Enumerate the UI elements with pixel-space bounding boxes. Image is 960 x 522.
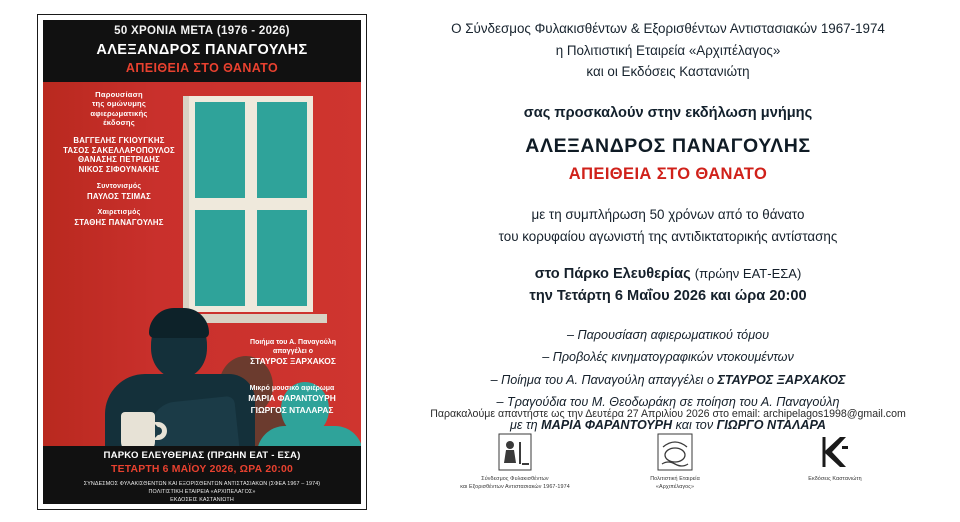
poster-honoree-name: ΑΛΕΞΑΝΔΡΟΣ ΠΑΝΑΓΟΥΛΗΣ [96, 42, 308, 58]
poster-presentation-line2: της ομώνυμης [91, 99, 147, 109]
organizers-block [392, 18, 944, 83]
venue-name: στο Πάρκο Ελευθερίας [534, 265, 691, 282]
poster-performer-1: ΜΑΡΙΑ ΦΑΡΑΝΤΟΥΡΗ [248, 393, 336, 404]
poster-music-label: Μικρό μουσικό αφιέρωμα [249, 385, 335, 392]
poster-greeting-label: Χαιρετισμός [97, 209, 141, 217]
poster-moderator-name: ΠΑΥΛΟΣ ΤΣΙΜΑΣ [87, 191, 151, 201]
poster-speaker-2: ΤΑΣΟΣ ΣΑΚΕΛΛΑΡΟΠΟΥΛΟΣ [63, 145, 175, 155]
poster-performer-2: ΓΙΩΡΓΟΣ ΝΤΑΛΑΡΑΣ [250, 404, 334, 415]
window-pane-top-right [257, 102, 307, 198]
poster-presentation-line4: έκδοσης [103, 118, 135, 128]
program-item [392, 369, 944, 391]
poster-left-text-column [49, 90, 189, 236]
window-pane-bottom-right [257, 210, 307, 306]
poster-speakers-block [49, 136, 189, 175]
poster-presentation-block [49, 90, 189, 128]
program-item: – Παρουσίαση αφιερωματικού τόμου [566, 327, 770, 342]
program-performer-1: ΜΑΡΙΑ ΦΑΡΑΝΤΟΥΡΗ [541, 417, 673, 432]
window-pane-top-left [195, 102, 245, 198]
poster-artwork [43, 82, 361, 450]
coffee-cup [121, 412, 155, 450]
program-item-text: με τη [510, 417, 542, 432]
poster-datetime: ΤΕΤΑΡΤΗ 6 ΜΑΪΟΥ 2026, ΩΡΑ 20:00 [111, 464, 293, 475]
poster-speaker-4: ΝΙΚΟΣ ΣΙΦΟΥΝΑΚΗΣ [78, 165, 160, 175]
poster-subtitle: ΑΠΕΙΘΕΙΑ ΣΤΟ ΘΑΝΑΤΟ [125, 61, 279, 75]
logo-block-archipelagos [600, 432, 750, 492]
logo-caption-kastaniotis [760, 475, 910, 483]
organizer-line-3: και οι Εκδόσεις Καστανιώτη [586, 64, 750, 80]
kastaniotis-logo-icon [760, 432, 910, 472]
logo-block-sfea [440, 432, 590, 492]
logo-caption-line-1: Εκδόσεις Καστανιώτη [808, 476, 862, 482]
poster-greeting-name: ΣΤΑΘΗΣ ΠΑΝΑΓΟΥΛΗΣ [74, 218, 164, 228]
program-item-text: – Ποίημα του Α. Παναγούλη απαγγέλει ο [490, 372, 718, 387]
poster-moderator-block [49, 183, 189, 201]
occasion-line-1: με τη συμπλήρωση 50 χρόνων από το θάνατο [531, 207, 805, 223]
program-reciter-name: ΣΤΑΥΡΟΣ ΞΑΡΧΑΚΟΣ [717, 372, 846, 387]
poster-poem-label: Ποιήμα του Α. Παναγούλη [250, 339, 336, 346]
poster-moderator-label: Συντονισμός [96, 182, 142, 190]
logo-caption-line-1: Πολιτιστική Εταιρεία [650, 476, 700, 482]
poster-greeting-block [49, 209, 189, 227]
poster-presentation-line3: αφιερωματικής [90, 108, 148, 118]
poster-recited-label: απαγγέλει ο [272, 348, 314, 356]
poster-inner [43, 20, 361, 504]
logos-row [440, 432, 910, 510]
window-pane-bottom-left [195, 210, 245, 306]
logo-caption-line-1: Σύνδεσμος Φυλακισθέντων [481, 476, 549, 482]
poster-speaker-3: ΘΑΝΑΣΗΣ ΠΕΤΡΙΔΗΣ [78, 155, 160, 165]
organizer-line-1: Ο Σύνδεσμος Φυλακισθέντων & Εξορισθέντων Αντιστασιακών 1967-1974 [451, 21, 885, 36]
program-item: – Τραγούδια του Μ. Θεοδωράκη σε ποίηση του Α. Παναγούλη [496, 395, 840, 410]
poster-credits [43, 480, 361, 504]
poster-credit-line-3: ΕΚΔΟΣΕΙΣ ΚΑΣΤΑΝΙΩΤΗ [170, 497, 234, 504]
honoree-name: ΑΛΕΞΑΝΔΡΟΣ ΠΑΝΑΓΟΥΛΗΣ [525, 135, 811, 158]
logo-caption-line-2: και Εξορισθέντων Αντιστασιακών 1967-1974 [460, 484, 570, 491]
venue-former-name: (πρώην ΕΑΤ-ΕΣΑ) [694, 265, 802, 281]
archipelagos-emblem-icon [600, 432, 750, 472]
poster-title-band [43, 20, 361, 82]
poster-venue: ΠΑΡΚΟ ΕΛΕΥΘΕΡΙΑΣ (ΠΡΩΗΝ ΕΑΤ - ΕΣΑ) [103, 450, 301, 461]
invitation-text [392, 18, 944, 436]
organizer-line-2: η Πολιτιστική Εταιρεία «Αρχιπέλαγος» [555, 42, 781, 58]
poster-presentation-line1: Παρουσίαση [95, 90, 143, 99]
logo-caption-archipelagos [600, 475, 750, 492]
honoree-subtitle: ΑΠΕΙΘΕΙΑ ΣΤΟ ΘΑΝΑΤΟ [568, 165, 768, 184]
poster-poem-block [233, 338, 353, 367]
poster-music-block [229, 384, 355, 416]
logo-caption-line-2: «Αρχιπέλαγος» [655, 484, 695, 491]
poster-footer [43, 446, 361, 504]
occasion-line-2: του κορυφαίου αγωνιστή της αντιδικτατορικής αντίστασης [498, 228, 838, 244]
poster-speaker-1: ΒΑΓΓΕΛΗΣ ΓΚΙΟΥΓΚΗΣ [73, 135, 165, 145]
program-item: – Προβολές κινηματογραφικών ντοκουμέντων [542, 350, 794, 365]
occasion-block [392, 204, 944, 247]
invitation-line: σας προσκαλούν στην εκδήλωση μνήμης [523, 105, 813, 122]
poster-credit-line-2: ΠΟΛΙΤΙΣΤΙΚΗ ΕΤΑΙΡΕΙΑ «ΑΡΧΙΠΕΛΑΓΟΣ» [148, 489, 256, 496]
window-illustration [189, 96, 313, 312]
event-datetime: την Τετάρτη 6 Μαΐου 2026 και ώρα 20:00 [529, 287, 807, 304]
venue-line [392, 266, 944, 282]
poster-anniversary-text: 50 ΧΡΟΝΙΑ ΜΕΤΑ (1976 - 2026) [114, 25, 290, 37]
rsvp-note: Παρακαλούμε απαντήστε ως την Δευτέρα 27 Απριλίου 2026 στο email: archipelagos1998@gmail.com [430, 408, 906, 420]
poster-credit-line-1: ΣΥΝΔΕΣΜΟΣ ΦΥΛΑΚΙΣΘΕΝΤΩΝ ΚΑΙ ΕΞΟΡΙΣΘΕΝΤΩΝ ΑΝΤΙΣΤΑΣΙΑΚΩΝ (ΣΦΕΑ 1967 – 1974) [83, 481, 321, 487]
program-performer-2: ΓΙΩΡΓΟ ΝΤΑΛΑΡΑ [716, 417, 826, 432]
event-poster [37, 14, 367, 510]
logo-block-kastaniotis [760, 432, 910, 483]
program-item-conjunction: και τον [672, 417, 717, 432]
logo-caption-sfea [440, 475, 590, 492]
sfea-emblem-icon [440, 432, 590, 472]
poster-reciter-name: ΣΤΑΥΡΟΣ ΞΑΡΧΑΚΟΣ [250, 356, 336, 367]
